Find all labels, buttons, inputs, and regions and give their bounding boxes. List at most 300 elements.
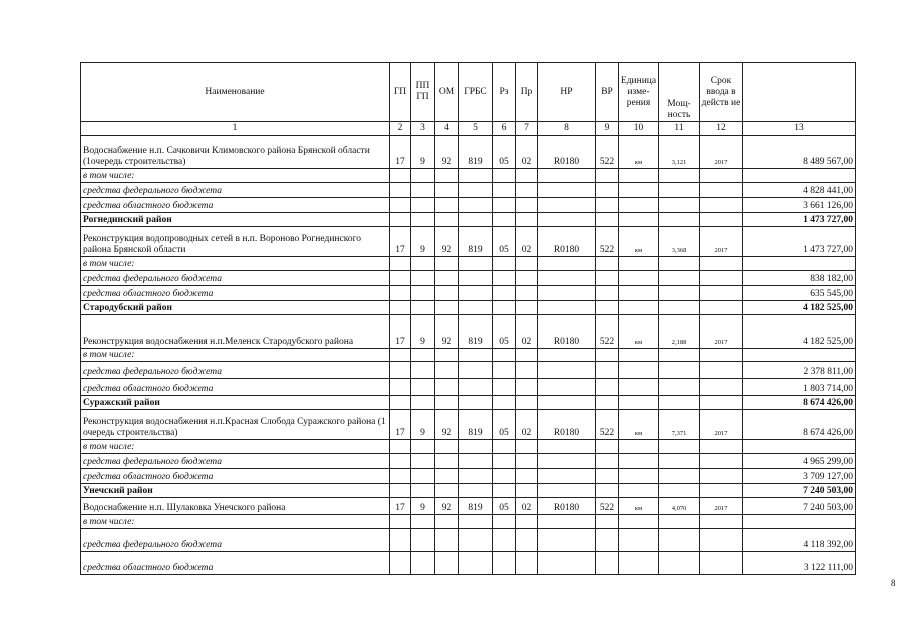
cell-gp: 17 <box>390 227 411 257</box>
cell-unit: км <box>619 315 659 349</box>
empty-cell <box>516 454 538 469</box>
empty-cell <box>411 169 435 183</box>
cell-om: 92 <box>435 315 459 349</box>
cell-ppgp: 9 <box>411 498 435 515</box>
empty-cell <box>459 552 493 575</box>
empty-cell <box>390 469 411 484</box>
empty-cell <box>596 198 619 213</box>
header-nr: НР <box>538 63 596 122</box>
empty-cell <box>596 552 619 575</box>
empty-cell <box>493 454 516 469</box>
empty-cell <box>700 484 743 498</box>
row-amount: 3 709 127,00 <box>743 469 856 484</box>
column-number: 1 <box>81 122 390 136</box>
row-amount: 4 182 525,00 <box>743 315 856 349</box>
empty-cell <box>516 515 538 529</box>
empty-cell <box>459 183 493 198</box>
cell-rz: 05 <box>493 227 516 257</box>
funding-row <box>81 362 856 379</box>
empty-cell <box>619 440 659 454</box>
empty-cell <box>459 286 493 301</box>
empty-cell <box>411 301 435 315</box>
empty-cell <box>596 396 619 410</box>
cell-unit: км <box>619 410 659 440</box>
empty-cell <box>538 213 596 227</box>
empty-cell <box>538 454 596 469</box>
column-number: 2 <box>390 122 411 136</box>
empty-cell <box>435 484 459 498</box>
row-amount: 1 473 727,00 <box>743 227 856 257</box>
row-name: в том числе: <box>81 257 390 271</box>
empty-cell <box>700 440 743 454</box>
empty-cell <box>435 440 459 454</box>
empty-cell <box>538 469 596 484</box>
row-amount <box>743 349 856 362</box>
row-name: средства федерального бюджета <box>81 271 390 286</box>
column-number: 13 <box>743 122 856 136</box>
row-amount <box>743 440 856 454</box>
cell-year: 2017 <box>700 227 743 257</box>
row-amount: 838 182,00 <box>743 271 856 286</box>
empty-cell <box>390 379 411 396</box>
empty-cell <box>493 484 516 498</box>
empty-cell <box>700 301 743 315</box>
row-name: Реконструкция водоснабжения н.п.Меленск Стародубского района <box>81 315 390 349</box>
empty-cell <box>435 213 459 227</box>
empty-cell <box>596 183 619 198</box>
empty-cell <box>619 169 659 183</box>
empty-cell <box>390 515 411 529</box>
row-name: средства областного бюджета <box>81 286 390 301</box>
empty-cell <box>435 379 459 396</box>
district-row <box>81 484 856 498</box>
empty-cell <box>390 183 411 198</box>
empty-cell <box>435 469 459 484</box>
empty-cell <box>411 484 435 498</box>
empty-cell <box>411 183 435 198</box>
empty-cell <box>619 552 659 575</box>
empty-cell <box>411 469 435 484</box>
empty-cell <box>538 271 596 286</box>
empty-cell <box>538 183 596 198</box>
cell-nr: R0180 <box>538 136 596 169</box>
empty-cell <box>459 454 493 469</box>
empty-cell <box>659 349 700 362</box>
funding-row <box>81 552 856 575</box>
cell-vr: 522 <box>596 136 619 169</box>
empty-cell <box>516 213 538 227</box>
page-number: 8 <box>891 578 896 588</box>
empty-cell <box>459 396 493 410</box>
empty-cell <box>459 169 493 183</box>
row-name: в том числе: <box>81 515 390 529</box>
empty-cell <box>619 396 659 410</box>
header-ppgp: ПП ГП <box>411 63 435 122</box>
empty-cell <box>538 301 596 315</box>
empty-cell <box>493 362 516 379</box>
cell-ppgp: 9 <box>411 410 435 440</box>
cell-rz: 05 <box>493 498 516 515</box>
empty-cell <box>435 454 459 469</box>
empty-cell <box>435 198 459 213</box>
empty-cell <box>619 349 659 362</box>
empty-cell <box>435 257 459 271</box>
cell-power: 4,070 <box>659 498 700 515</box>
empty-cell <box>390 552 411 575</box>
row-name: средства областного бюджета <box>81 552 390 575</box>
empty-cell <box>493 257 516 271</box>
row-amount <box>743 515 856 529</box>
empty-cell <box>459 362 493 379</box>
column-number: 8 <box>538 122 596 136</box>
row-amount: 8 674 426,00 <box>743 410 856 440</box>
funding-row <box>81 169 856 183</box>
row-amount: 4 965 299,00 <box>743 454 856 469</box>
funding-row <box>81 440 856 454</box>
empty-cell <box>596 484 619 498</box>
cell-om: 92 <box>435 410 459 440</box>
cell-year: 2017 <box>700 410 743 440</box>
row-name: Водоснабжение н.п. Шулаковка Унечского района <box>81 498 390 515</box>
empty-cell <box>390 271 411 286</box>
empty-cell <box>619 362 659 379</box>
empty-cell <box>493 440 516 454</box>
empty-cell <box>659 515 700 529</box>
row-amount <box>743 169 856 183</box>
header-vr: ВР <box>596 63 619 122</box>
row-name: средства областного бюджета <box>81 198 390 213</box>
cell-nr: R0180 <box>538 315 596 349</box>
empty-cell <box>659 469 700 484</box>
empty-cell <box>411 213 435 227</box>
cell-pr: 02 <box>516 136 538 169</box>
column-number: 10 <box>619 122 659 136</box>
empty-cell <box>538 169 596 183</box>
cell-om: 92 <box>435 227 459 257</box>
empty-cell <box>516 349 538 362</box>
empty-cell <box>516 552 538 575</box>
cell-unit: км <box>619 227 659 257</box>
row-amount: 8 674 426,00 <box>743 396 856 410</box>
empty-cell <box>516 183 538 198</box>
empty-cell <box>516 169 538 183</box>
empty-cell <box>538 484 596 498</box>
row-name: средства областного бюджета <box>81 379 390 396</box>
row-name: Унечский район <box>81 484 390 498</box>
cell-rz: 05 <box>493 136 516 169</box>
row-amount: 1 473 727,00 <box>743 213 856 227</box>
empty-cell <box>459 529 493 552</box>
empty-cell <box>700 396 743 410</box>
funding-row <box>81 454 856 469</box>
empty-cell <box>596 301 619 315</box>
cell-ppgp: 9 <box>411 136 435 169</box>
funding-row <box>81 257 856 271</box>
column-numbers-row <box>81 122 856 136</box>
empty-cell <box>700 271 743 286</box>
header-row <box>81 63 856 122</box>
header-power: Мощ-ность <box>659 63 700 122</box>
funding-row <box>81 529 856 552</box>
empty-cell <box>459 257 493 271</box>
empty-cell <box>435 301 459 315</box>
row-name: Реконструкция водопроводных сетей в н.п. Вороново Рогнединского района Брянской области <box>81 227 390 257</box>
empty-cell <box>459 349 493 362</box>
row-name: в том числе: <box>81 349 390 362</box>
empty-cell <box>435 529 459 552</box>
empty-cell <box>411 286 435 301</box>
cell-unit: км <box>619 136 659 169</box>
district-row <box>81 396 856 410</box>
empty-cell <box>493 529 516 552</box>
funding-row <box>81 286 856 301</box>
row-name: средства федерального бюджета <box>81 529 390 552</box>
empty-cell <box>659 396 700 410</box>
cell-gp: 17 <box>390 136 411 169</box>
cell-year: 2017 <box>700 136 743 169</box>
cell-gp: 17 <box>390 410 411 440</box>
row-amount: 4 828 441,00 <box>743 183 856 198</box>
row-name: средства федерального бюджета <box>81 362 390 379</box>
empty-cell <box>659 198 700 213</box>
empty-cell <box>596 515 619 529</box>
empty-cell <box>411 515 435 529</box>
empty-cell <box>538 286 596 301</box>
row-name: в том числе: <box>81 440 390 454</box>
cell-power: 7,371 <box>659 410 700 440</box>
funding-row <box>81 349 856 362</box>
row-amount: 4 182 525,00 <box>743 301 856 315</box>
empty-cell <box>390 440 411 454</box>
empty-cell <box>619 454 659 469</box>
row-amount: 8 489 567,00 <box>743 136 856 169</box>
empty-cell <box>435 515 459 529</box>
funding-row <box>81 183 856 198</box>
column-number: 6 <box>493 122 516 136</box>
empty-cell <box>700 183 743 198</box>
cell-om: 92 <box>435 136 459 169</box>
empty-cell <box>493 349 516 362</box>
empty-cell <box>538 515 596 529</box>
empty-cell <box>700 286 743 301</box>
funding-row <box>81 271 856 286</box>
cell-grbs: 819 <box>459 315 493 349</box>
project-row <box>81 315 856 349</box>
column-number: 3 <box>411 122 435 136</box>
empty-cell <box>516 286 538 301</box>
cell-power: 2,188 <box>659 315 700 349</box>
empty-cell <box>516 362 538 379</box>
empty-cell <box>619 301 659 315</box>
cell-gp: 17 <box>390 498 411 515</box>
empty-cell <box>700 379 743 396</box>
empty-cell <box>516 198 538 213</box>
row-name: средства федерального бюджета <box>81 454 390 469</box>
project-row <box>81 136 856 169</box>
header-gp: ГП <box>390 63 411 122</box>
empty-cell <box>390 169 411 183</box>
empty-cell <box>411 362 435 379</box>
funding-row <box>81 515 856 529</box>
empty-cell <box>493 213 516 227</box>
empty-cell <box>390 484 411 498</box>
empty-cell <box>700 552 743 575</box>
header-grbs: ГРБС <box>459 63 493 122</box>
empty-cell <box>411 529 435 552</box>
cell-rz: 05 <box>493 410 516 440</box>
empty-cell <box>435 286 459 301</box>
empty-cell <box>700 469 743 484</box>
cell-power: 3,368 <box>659 227 700 257</box>
empty-cell <box>459 484 493 498</box>
cell-vr: 522 <box>596 498 619 515</box>
empty-cell <box>619 286 659 301</box>
empty-cell <box>619 515 659 529</box>
empty-cell <box>619 484 659 498</box>
empty-cell <box>390 396 411 410</box>
empty-cell <box>516 469 538 484</box>
column-number: 12 <box>700 122 743 136</box>
cell-vr: 522 <box>596 410 619 440</box>
empty-cell <box>390 349 411 362</box>
cell-unit: км <box>619 498 659 515</box>
empty-cell <box>659 183 700 198</box>
empty-cell <box>411 552 435 575</box>
empty-cell <box>516 257 538 271</box>
empty-cell <box>435 349 459 362</box>
empty-cell <box>493 183 516 198</box>
row-name: в том числе: <box>81 169 390 183</box>
empty-cell <box>659 169 700 183</box>
cell-vr: 522 <box>596 227 619 257</box>
header-commission-year: Срок ввода в действ ие <box>700 63 743 122</box>
empty-cell <box>659 440 700 454</box>
row-name: Реконструкция водоснабжения н.п.Красная Слобода Суражского района (1 очередь строительства) <box>81 410 390 440</box>
empty-cell <box>459 301 493 315</box>
empty-cell <box>538 396 596 410</box>
header-rz: Рз <box>493 63 516 122</box>
empty-cell <box>493 286 516 301</box>
empty-cell <box>619 213 659 227</box>
project-row <box>81 410 856 440</box>
empty-cell <box>619 257 659 271</box>
empty-cell <box>538 379 596 396</box>
budget-table <box>80 62 856 575</box>
header-unit: Единица изме-рения <box>619 63 659 122</box>
cell-om: 92 <box>435 498 459 515</box>
funding-row <box>81 469 856 484</box>
empty-cell <box>659 301 700 315</box>
empty-cell <box>411 379 435 396</box>
empty-cell <box>493 271 516 286</box>
column-number: 9 <box>596 122 619 136</box>
cell-year: 2017 <box>700 498 743 515</box>
cell-nr: R0180 <box>538 227 596 257</box>
empty-cell <box>700 257 743 271</box>
empty-cell <box>596 286 619 301</box>
empty-cell <box>459 379 493 396</box>
column-number: 7 <box>516 122 538 136</box>
empty-cell <box>538 440 596 454</box>
empty-cell <box>659 362 700 379</box>
empty-cell <box>435 183 459 198</box>
row-name: Стародубский район <box>81 301 390 315</box>
row-amount: 2 378 811,00 <box>743 362 856 379</box>
empty-cell <box>659 454 700 469</box>
empty-cell <box>659 379 700 396</box>
empty-cell <box>538 552 596 575</box>
empty-cell <box>516 440 538 454</box>
empty-cell <box>516 271 538 286</box>
empty-cell <box>459 198 493 213</box>
empty-cell <box>459 213 493 227</box>
empty-cell <box>411 396 435 410</box>
empty-cell <box>538 529 596 552</box>
empty-cell <box>516 301 538 315</box>
empty-cell <box>390 362 411 379</box>
empty-cell <box>435 396 459 410</box>
empty-cell <box>493 301 516 315</box>
empty-cell <box>493 552 516 575</box>
empty-cell <box>390 257 411 271</box>
empty-cell <box>390 198 411 213</box>
empty-cell <box>596 529 619 552</box>
cell-grbs: 819 <box>459 410 493 440</box>
district-row <box>81 213 856 227</box>
empty-cell <box>538 198 596 213</box>
row-name: средства областного бюджета <box>81 469 390 484</box>
empty-cell <box>619 271 659 286</box>
cell-grbs: 819 <box>459 227 493 257</box>
row-amount <box>743 257 856 271</box>
empty-cell <box>411 271 435 286</box>
empty-cell <box>700 529 743 552</box>
project-row <box>81 498 856 515</box>
cell-ppgp: 9 <box>411 227 435 257</box>
project-row <box>81 227 856 257</box>
empty-cell <box>411 454 435 469</box>
row-amount: 7 240 503,00 <box>743 484 856 498</box>
cell-nr: R0180 <box>538 410 596 440</box>
empty-cell <box>516 379 538 396</box>
column-number: 5 <box>459 122 493 136</box>
empty-cell <box>596 440 619 454</box>
empty-cell <box>596 169 619 183</box>
cell-pr: 02 <box>516 498 538 515</box>
header-om: ОМ <box>435 63 459 122</box>
empty-cell <box>516 529 538 552</box>
table-body <box>81 136 856 575</box>
district-row <box>81 301 856 315</box>
row-name: средства федерального бюджета <box>81 183 390 198</box>
row-name: Водоснабжение н.п. Сачковичи Климовского района Брянской области (1очередь строительства) <box>81 136 390 169</box>
cell-year: 2017 <box>700 315 743 349</box>
cell-power: 3,121 <box>659 136 700 169</box>
empty-cell <box>659 271 700 286</box>
empty-cell <box>538 257 596 271</box>
empty-cell <box>619 198 659 213</box>
empty-cell <box>516 396 538 410</box>
empty-cell <box>538 362 596 379</box>
header-amount <box>743 63 856 122</box>
empty-cell <box>659 213 700 227</box>
cell-pr: 02 <box>516 227 538 257</box>
empty-cell <box>596 257 619 271</box>
row-amount: 4 118 392,00 <box>743 529 856 552</box>
empty-cell <box>700 169 743 183</box>
empty-cell <box>390 301 411 315</box>
empty-cell <box>619 469 659 484</box>
